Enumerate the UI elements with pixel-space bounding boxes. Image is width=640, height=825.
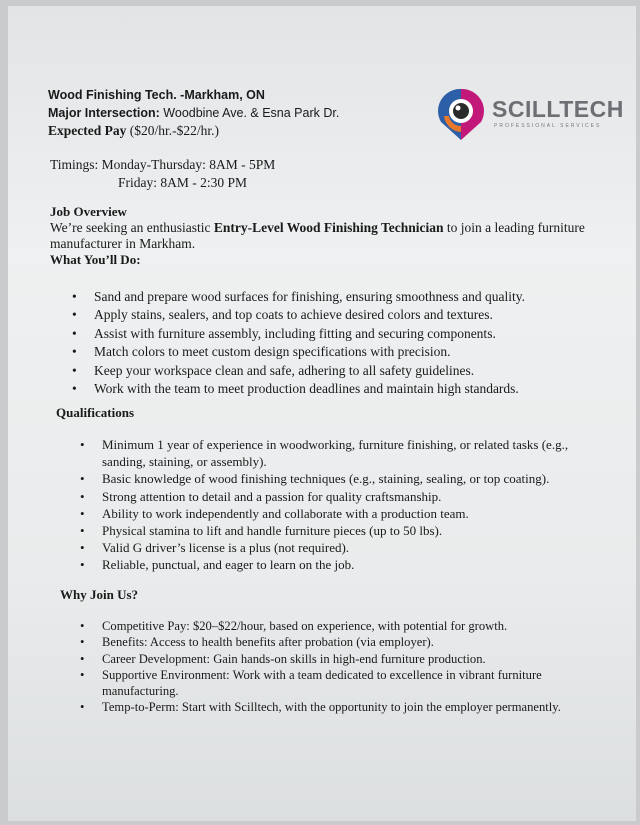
job-overview-title: Job Overview [50,204,127,219]
list-item: • Temp-to-Perm: Start with Scilltech, with the opportunity to join the employer permanently. [80,700,561,715]
list-item: • Career Development: Gain hands-on skills in high-end furniture production. [80,651,486,666]
list-item: • Competitive Pay: $20–$22/hour, based on experience, with potential for growth. [80,619,508,633]
timings-weekdays: Timings: Monday-Thursday: 8AM - 5PM [50,157,276,172]
list-item: • Sand and prepare wood surfaces for finishing, ensuring smoothness and quality. [72,289,526,304]
list-item: • Assist with furniture assembly, including fitting and securing components. [72,325,496,341]
timings [50,156,275,192]
job-overview [50,204,610,268]
list-item: • Basic knowledge of wood finishing techniques (e.g., staining, sealing, or top coating). [80,471,550,487]
logo-tagline: PROFESSIONAL SERVICES [494,123,602,129]
why-join-title: Why Join Us? [60,587,139,602]
list-item: • Benefits: Access to health benefits after probation (via employer). [80,635,434,650]
location-pin-logo-icon [434,86,488,142]
expected-pay: Expected Pay ($20/hr.-$22/hr.) [48,123,219,138]
list-item: • Work with the team to meet production deadlines and maintain high standards. [72,381,519,397]
job-title: Wood Finishing Tech. -Markham, ON [48,88,265,102]
list-item: • Reliable, punctual, and eager to learn on the job. [80,557,355,573]
list-item: • Apply stains, sealers, and top coats to achieve desired colors and textures. [72,307,493,323]
list-item: • Keep your workspace clean and safe, adhering to all safety guidelines. [72,362,475,378]
job-overview-text: We’re seeking an enthusiastic Entry-Level Wood Finishing Technician to join a leading furniture manufacturer in Markham. [50,220,585,251]
list-item: • Supportive Environment: Work with a team dedicated to excellence in vibrant furniture manufacturing. [80,667,542,699]
list-item: • Strong attention to detail and a passion for quality craftsmanship. [80,488,442,504]
list-item: • Physical stamina to lift and handle furniture pieces (up to 50 lbs). [80,523,443,539]
scilltech-logo [434,86,624,142]
timings-friday: Friday: 8AM - 2:30 PM [118,175,248,190]
list-item: • Match colors to meet custom design specifications with precision. [72,344,451,360]
qualifications-list [80,436,605,574]
list-item: • Minimum 1 year of experience in woodworking, furniture finishing, or related tasks (e.g., sanding, staining, or assembly). [80,437,569,470]
qualifications-title: Qualifications [56,405,135,420]
duties-list [72,288,592,398]
what-you-do-title: What You’ll Do: [50,252,141,267]
logo-wordmark: SCILLTECH [492,96,624,122]
why-join-list [80,618,580,716]
major-intersection: Major Intersection: Woodbine Ave. & Esna Park Dr. [48,106,340,120]
document-page [8,6,636,821]
list-item: • Ability to work independently and collaborate with a production team. [80,505,469,521]
job-header [48,86,339,140]
list-item: • Valid G driver’s license is a plus (not required). [80,540,350,556]
